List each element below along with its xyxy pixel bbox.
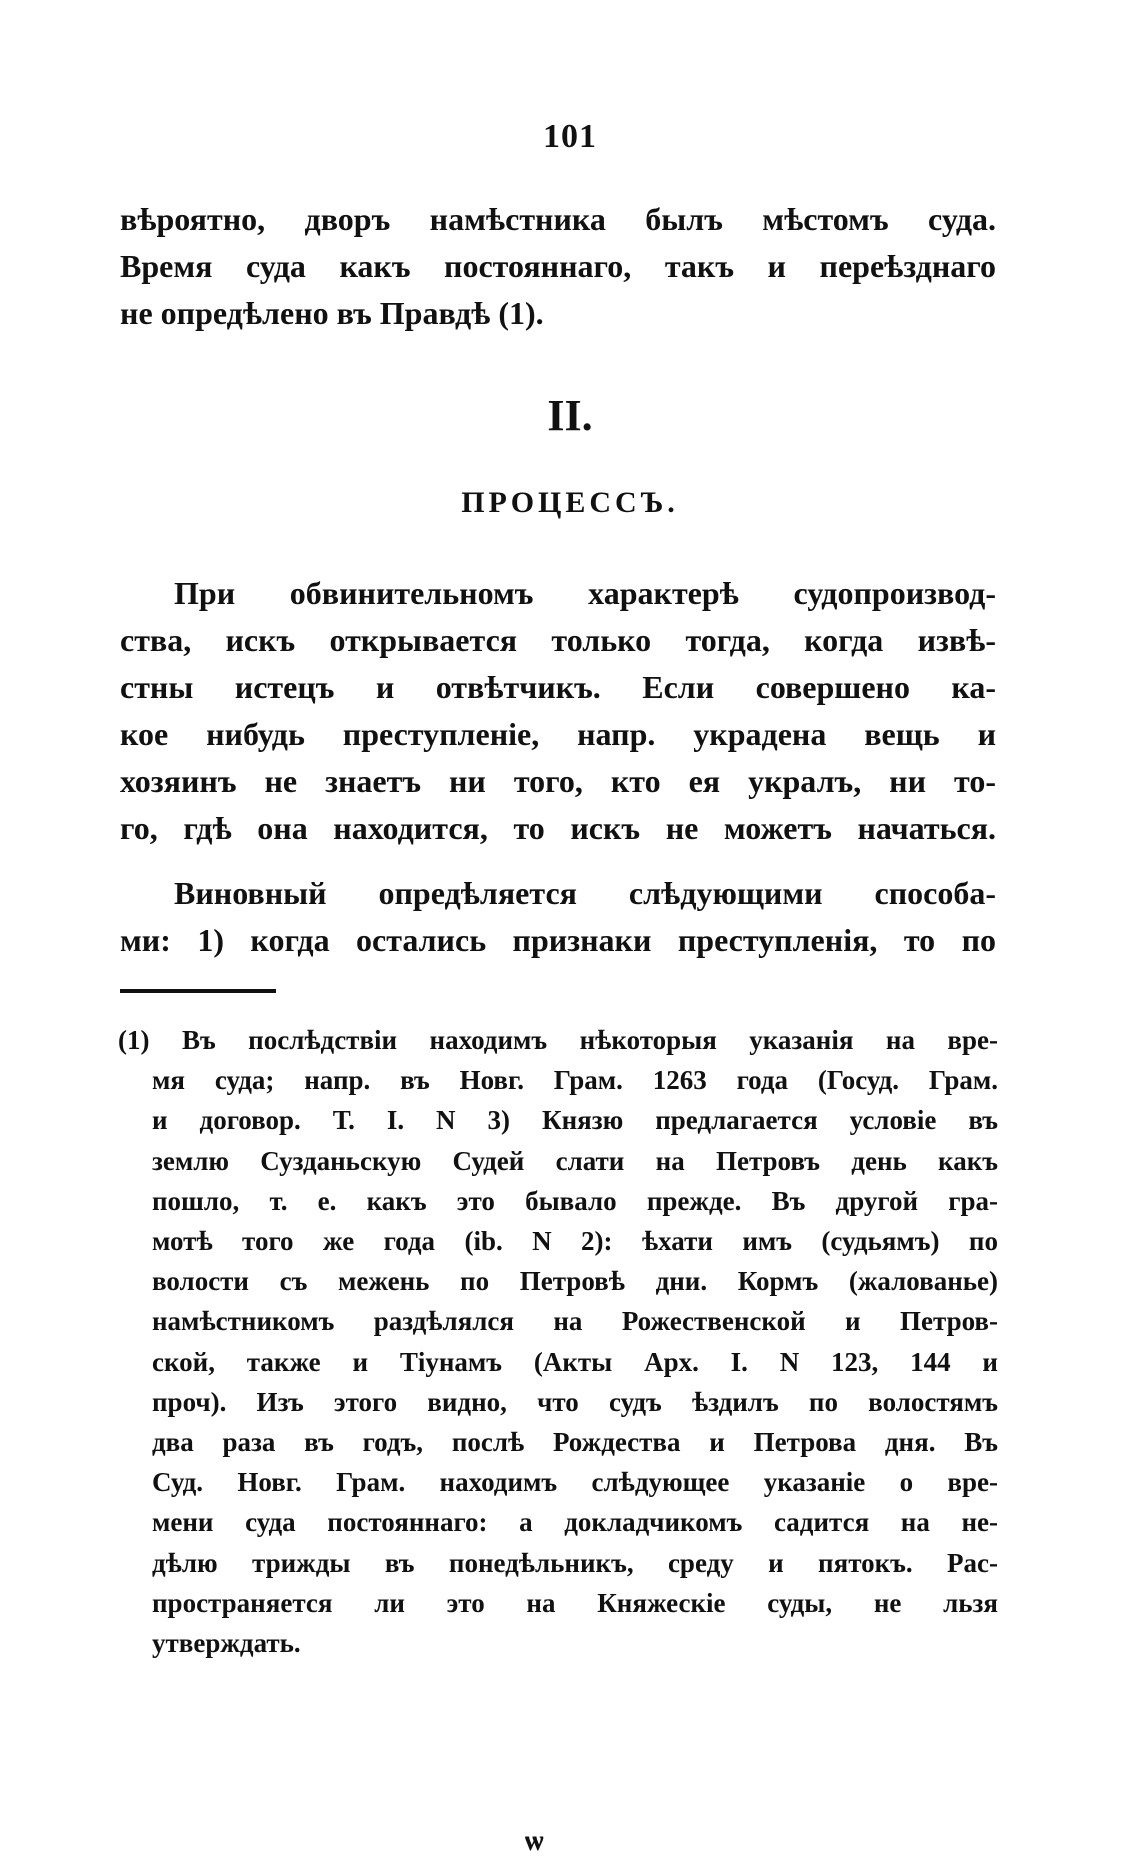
paragraph-guilty [120, 870, 996, 964]
text-line: не опредѣлено въ Правдѣ (1). [120, 295, 544, 331]
footnote-line: намѣстникомъ раздѣлялся на Рожественской и Петров- [152, 1306, 998, 1337]
text-line: стны истецъ и отвѣтчикъ. Если совершено ка- [120, 669, 996, 705]
footnote-line: мотѣ того же года (ib. N 2): ѣхати имъ (судьямъ) по [152, 1226, 998, 1257]
intro-paragraph [120, 196, 996, 337]
footnote-line: пространяется ли это на Княжескіе суды, не льзя [152, 1587, 998, 1618]
paragraph-process [120, 570, 996, 852]
section-number: II. [547, 391, 593, 440]
footnote-line: мени суда постояннаго: а докладчикомъ садится на не- [152, 1507, 998, 1538]
footnote-line: волости съ межень по Петровѣ дни. Кормъ (жалованье) [152, 1266, 998, 1297]
footnote-line: пошло, т. е. какъ это бывало прежде. Въ другой гра- [152, 1185, 998, 1216]
text-line: хозяинъ не знаетъ ни того, кто ея укралъ, ни то- [120, 763, 996, 799]
footnote-line: проч). Изъ этого видно, что судъ ѣздилъ по волостямъ [152, 1386, 998, 1417]
text-line: Время суда какъ постояннаго, такъ и переѣзднаго [120, 248, 996, 284]
footnote-line: и договор. Т. I. N 3) Князю предлагается условіе въ [152, 1105, 998, 1136]
text-line: кое нибудь преступленіе, напр. украдена вещь и [120, 716, 996, 752]
footnote-line: мя суда; напр. въ Новг. Грам. 1263 года (Госуд. Грам. [152, 1065, 998, 1096]
text-line: вѣроятно, дворъ намѣстника былъ мѣстомъ суда. [120, 201, 996, 237]
footnote-line: дѣлю трижды въ понедѣльникъ, среду и пятокъ. Рас- [152, 1547, 998, 1578]
text-line: Виновный опредѣляется слѣдующими способа- [174, 875, 996, 911]
text-line: При обвинительномъ характерѣ судопроизвод- [174, 575, 996, 611]
footnote-divider [120, 989, 276, 993]
text-line: го, гдѣ она находится, то искъ не можетъ начаться. [120, 810, 996, 846]
section-title: ПРОЦЕССЪ. [461, 486, 679, 519]
footnote-line: два раза въ годъ, послѣ Рождества и Петрова дня. Въ [152, 1427, 998, 1458]
footnote-line: Суд. Новг. Грам. находимъ слѣдующее указаніе о вре- [152, 1467, 998, 1498]
page-number: 101 [543, 118, 597, 155]
footnote-line: землю Сузданьскую Судей слати на Петровъ день какъ [152, 1145, 998, 1176]
footnote-line: ской, также и Тіунамъ (Акты Арх. I. N 123, 144 и [152, 1346, 998, 1377]
text-line: ства, искъ открывается только тогда, когда извѣ- [120, 622, 996, 658]
footnote [118, 1020, 998, 1663]
footnote-line: (1) Въ послѣдствіи находимъ нѣкоторыя указанія на вре- [118, 1025, 998, 1055]
text-line: ми: 1) когда остались признаки преступленія, то по [120, 922, 996, 958]
footnote-line: утверждать. [152, 1628, 301, 1659]
page-bottom-mark: ѡ [525, 1824, 544, 1857]
